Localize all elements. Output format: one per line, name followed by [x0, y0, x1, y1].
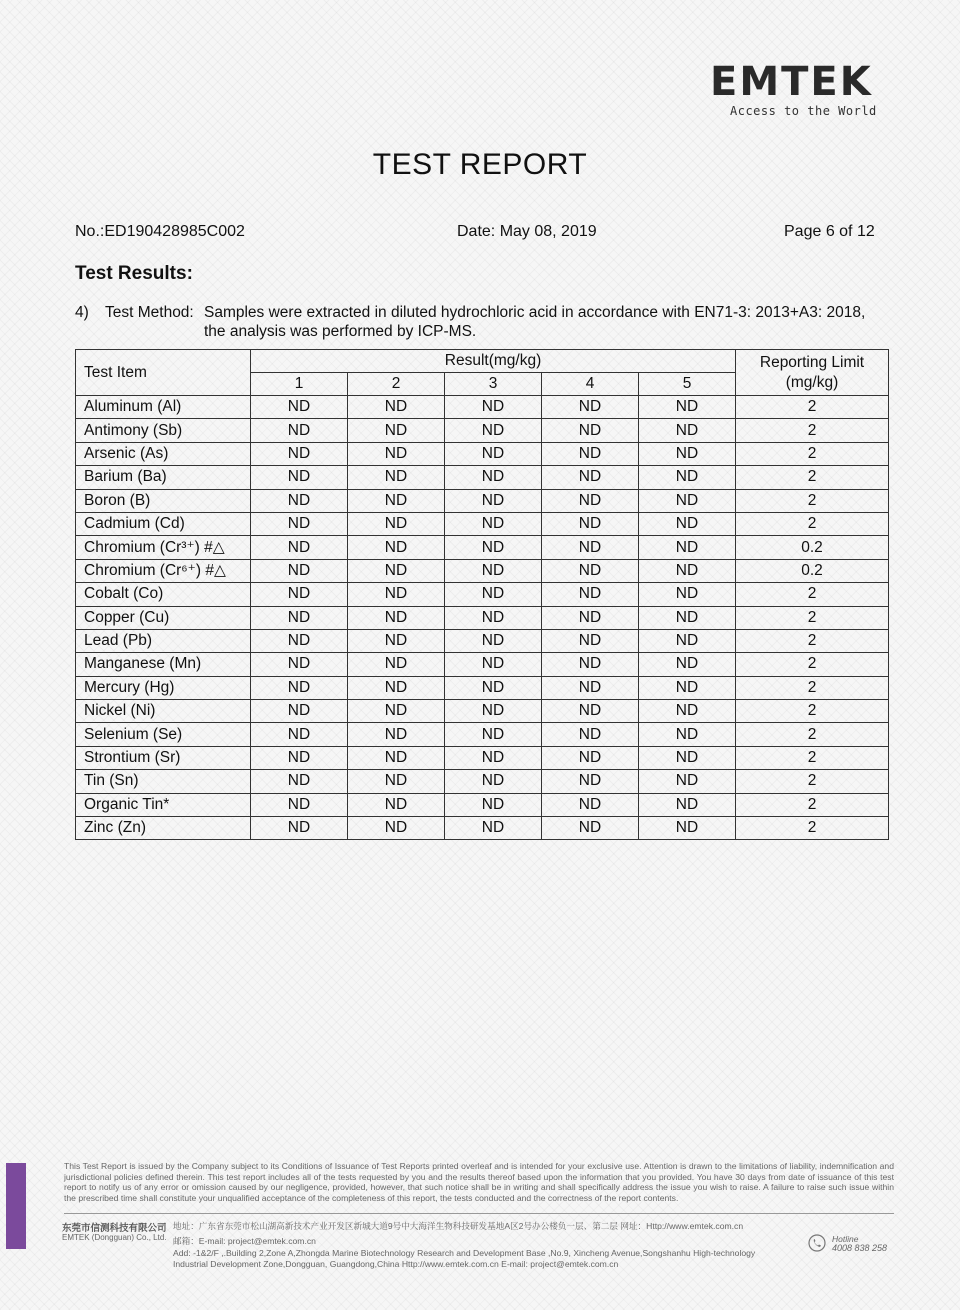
result-cell-sample-5: ND — [639, 793, 736, 816]
result-cell-sample-3: ND — [445, 583, 542, 606]
results-table — [75, 349, 889, 840]
table-row — [76, 793, 889, 816]
result-cell-sample-4: ND — [542, 723, 639, 746]
result-cell-sample-3: ND — [445, 559, 542, 582]
result-cell-sample-3: ND — [445, 817, 542, 840]
table-row — [76, 606, 889, 629]
result-cell-sample-1: ND — [251, 583, 348, 606]
result-cell-sample-3: ND — [445, 396, 542, 419]
report-number: No.:ED190428985C002 — [75, 223, 245, 240]
section-title: Test Results: — [75, 263, 193, 284]
email-cn: 邮箱：E-mail: project@emtek.com.cn — [173, 1236, 316, 1246]
result-cell-sample-5: ND — [639, 653, 736, 676]
result-cell-sample-1: ND — [251, 419, 348, 442]
test-item-cell: Chromium (Cr³⁺) #△ — [76, 536, 251, 559]
table-row — [76, 536, 889, 559]
result-cell-sample-3: ND — [445, 653, 542, 676]
table-row — [76, 653, 889, 676]
result-cell-sample-2: ND — [348, 442, 445, 465]
table-row — [76, 583, 889, 606]
test-item-cell: Aluminum (Al) — [76, 396, 251, 419]
result-cell-sample-4: ND — [542, 653, 639, 676]
result-cell-sample-5: ND — [639, 466, 736, 489]
result-cell-sample-1: ND — [251, 700, 348, 723]
result-cell-sample-1: ND — [251, 817, 348, 840]
result-cell-sample-1: ND — [251, 723, 348, 746]
test-item-cell: Copper (Cu) — [76, 606, 251, 629]
table-row — [76, 700, 889, 723]
address-cn: 地址：广东省东莞市松山湖高新技术产业开发区新城大道9号中大海洋生物科技研发基地A区2号办公楼负一层、第二层 网址：Http://www.emtek.com.cn — [173, 1221, 744, 1231]
result-cell-sample-1: ND — [251, 793, 348, 816]
reporting-limit-cell: 2 — [736, 512, 889, 535]
result-cell-sample-3: ND — [445, 676, 542, 699]
result-cell-sample-4: ND — [542, 746, 639, 769]
header-sample-1: 1 — [251, 373, 348, 396]
method-text-line-1: Samples were extracted in diluted hydrochloric acid in accordance with EN71-3: 2013+A3: 2018, — [204, 304, 866, 321]
method-label: Test Method: — [105, 304, 194, 321]
test-item-cell: Zinc (Zn) — [76, 817, 251, 840]
result-cell-sample-2: ND — [348, 396, 445, 419]
results-table-body — [76, 396, 889, 840]
result-cell-sample-3: ND — [445, 746, 542, 769]
result-cell-sample-4: ND — [542, 700, 639, 723]
result-cell-sample-2: ND — [348, 466, 445, 489]
test-item-cell: Cadmium (Cd) — [76, 512, 251, 535]
result-cell-sample-2: ND — [348, 653, 445, 676]
result-cell-sample-2: ND — [348, 676, 445, 699]
test-item-cell: Lead (Pb) — [76, 629, 251, 652]
result-cell-sample-5: ND — [639, 629, 736, 652]
reporting-limit-cell: 0.2 — [736, 559, 889, 582]
table-row — [76, 559, 889, 582]
table-row — [76, 489, 889, 512]
result-cell-sample-2: ND — [348, 700, 445, 723]
header-result: Result(mg/kg) — [251, 350, 736, 373]
result-cell-sample-4: ND — [542, 817, 639, 840]
reporting-limit-cell: 2 — [736, 396, 889, 419]
result-cell-sample-2: ND — [348, 512, 445, 535]
test-item-cell: Manganese (Mn) — [76, 653, 251, 676]
logo-wordmark: EMTEK — [710, 59, 873, 105]
result-cell-sample-5: ND — [639, 583, 736, 606]
result-cell-sample-4: ND — [542, 489, 639, 512]
reporting-limit-cell: 0.2 — [736, 536, 889, 559]
result-cell-sample-3: ND — [445, 606, 542, 629]
reporting-limit-cell: 2 — [736, 606, 889, 629]
logo-tagline: Access to the World — [730, 104, 877, 118]
report-date: Date: May 08, 2019 — [457, 223, 597, 240]
reporting-limit-cell: 2 — [736, 793, 889, 816]
result-cell-sample-1: ND — [251, 770, 348, 793]
table-row — [76, 419, 889, 442]
reporting-limit-cell: 2 — [736, 442, 889, 465]
result-cell-sample-5: ND — [639, 746, 736, 769]
result-cell-sample-5: ND — [639, 700, 736, 723]
footer-divider — [64, 1213, 894, 1214]
header-sample-5: 5 — [639, 373, 736, 396]
result-cell-sample-3: ND — [445, 700, 542, 723]
result-cell-sample-2: ND — [348, 583, 445, 606]
table-row — [76, 466, 889, 489]
reporting-limit-cell: 2 — [736, 489, 889, 512]
method-item-number: 4) — [75, 304, 89, 321]
result-cell-sample-4: ND — [542, 536, 639, 559]
result-cell-sample-5: ND — [639, 396, 736, 419]
result-cell-sample-4: ND — [542, 606, 639, 629]
result-cell-sample-3: ND — [445, 793, 542, 816]
result-cell-sample-4: ND — [542, 770, 639, 793]
header-test-item: Test Item — [76, 350, 251, 396]
result-cell-sample-2: ND — [348, 793, 445, 816]
reporting-limit-cell: 2 — [736, 419, 889, 442]
reporting-limit-cell: 2 — [736, 723, 889, 746]
result-cell-sample-2: ND — [348, 629, 445, 652]
reporting-limit-cell: 2 — [736, 466, 889, 489]
header-limit-line-2: (mg/kg) — [785, 373, 839, 391]
result-cell-sample-5: ND — [639, 770, 736, 793]
result-cell-sample-3: ND — [445, 512, 542, 535]
hotline-number: 4008 838 258 — [832, 1243, 888, 1253]
table-row — [76, 442, 889, 465]
table-row — [76, 676, 889, 699]
company-name-en: EMTEK (Dongguan) Co., Ltd. — [62, 1233, 167, 1242]
result-cell-sample-1: ND — [251, 676, 348, 699]
result-cell-sample-1: ND — [251, 466, 348, 489]
table-row — [76, 817, 889, 840]
result-cell-sample-1: ND — [251, 396, 348, 419]
header-sample-2: 2 — [348, 373, 445, 396]
result-cell-sample-3: ND — [445, 466, 542, 489]
result-cell-sample-3: ND — [445, 419, 542, 442]
table-row — [76, 723, 889, 746]
result-cell-sample-4: ND — [542, 419, 639, 442]
result-cell-sample-4: ND — [542, 512, 639, 535]
result-cell-sample-2: ND — [348, 536, 445, 559]
result-cell-sample-3: ND — [445, 536, 542, 559]
reporting-limit-cell: 2 — [736, 746, 889, 769]
result-cell-sample-4: ND — [542, 442, 639, 465]
reporting-limit-cell: 2 — [736, 700, 889, 723]
result-cell-sample-5: ND — [639, 442, 736, 465]
result-cell-sample-5: ND — [639, 489, 736, 512]
result-cell-sample-5: ND — [639, 419, 736, 442]
result-cell-sample-2: ND — [348, 723, 445, 746]
result-cell-sample-5: ND — [639, 536, 736, 559]
footer-accent-bar — [6, 1163, 26, 1249]
result-cell-sample-1: ND — [251, 746, 348, 769]
address-en-line-2: Industrial Development Zone,Dongguan, Guangdong,China Http://www.emtek.com.cn E-mail: project@emtek.com.cn — [173, 1259, 619, 1269]
result-cell-sample-3: ND — [445, 442, 542, 465]
result-cell-sample-2: ND — [348, 606, 445, 629]
result-cell-sample-5: ND — [639, 559, 736, 582]
test-item-cell: Mercury (Hg) — [76, 676, 251, 699]
company-name-cn: 东莞市信测科技有限公司 — [62, 1223, 167, 1234]
result-cell-sample-4: ND — [542, 793, 639, 816]
header-sample-3: 3 — [445, 373, 542, 396]
result-cell-sample-5: ND — [639, 676, 736, 699]
table-row — [76, 746, 889, 769]
emtek-logo — [710, 59, 890, 118]
test-item-cell: Selenium (Se) — [76, 723, 251, 746]
method-text-line-2: the analysis was performed by ICP-MS. — [204, 323, 477, 340]
test-item-cell: Antimony (Sb) — [76, 419, 251, 442]
test-item-cell: Tin (Sn) — [76, 770, 251, 793]
result-cell-sample-3: ND — [445, 770, 542, 793]
result-cell-sample-1: ND — [251, 536, 348, 559]
hotline-label: Hotline — [832, 1234, 859, 1244]
result-cell-sample-1: ND — [251, 559, 348, 582]
test-item-cell: Boron (B) — [76, 489, 251, 512]
address-en-line-1: Add: -1&2/F ,.Building 2,Zone A,Zhongda Marine Biotechnology Research and Development Base ,No.9, Xincheng Avenue,Songshanhu High-technology — [173, 1248, 756, 1258]
reporting-limit-cell: 2 — [736, 817, 889, 840]
header-limit-line-1: Reporting Limit — [759, 353, 865, 371]
result-cell-sample-5: ND — [639, 512, 736, 535]
page-title: TEST REPORT — [372, 148, 588, 181]
result-cell-sample-1: ND — [251, 512, 348, 535]
reporting-limit-cell: 2 — [736, 676, 889, 699]
result-cell-sample-5: ND — [639, 606, 736, 629]
result-cell-sample-4: ND — [542, 629, 639, 652]
test-item-cell: Strontium (Sr) — [76, 746, 251, 769]
result-cell-sample-1: ND — [251, 629, 348, 652]
table-row — [76, 396, 889, 419]
result-cell-sample-1: ND — [251, 653, 348, 676]
test-item-cell: Arsenic (As) — [76, 442, 251, 465]
result-cell-sample-5: ND — [639, 817, 736, 840]
result-cell-sample-4: ND — [542, 396, 639, 419]
reporting-limit-cell: 2 — [736, 583, 889, 606]
page-number: Page 6 of 12 — [784, 223, 875, 240]
result-cell-sample-2: ND — [348, 419, 445, 442]
table-row — [76, 629, 889, 652]
result-cell-sample-3: ND — [445, 489, 542, 512]
result-cell-sample-1: ND — [251, 442, 348, 465]
test-item-cell: Nickel (Ni) — [76, 700, 251, 723]
footer-disclaimer: This Test Report is issued by the Company subject to its Conditions of Issuance of Test Reports printed overleaf and is intended for your exclusive use. Attention is drawn to the limitations of liability, indemnification and jurisdictional policies defined therein. This test report includes all of the tests requested by you and the results thereof based upon the information that you provided. You have 30 days from date of issuance of this test report to notify us of any error or omission caused by our negligence, provided, however, that such notice shall be in writing and shall specifically address the issue you wish to raise. A failure to raise such issue within the prescribed time shall constitute your unqualified acceptance of the completeness of this report, the tests conducted and the correctness of the report contents. — [64, 1161, 894, 1203]
result-cell-sample-4: ND — [542, 466, 639, 489]
result-cell-sample-5: ND — [639, 723, 736, 746]
result-cell-sample-1: ND — [251, 606, 348, 629]
result-cell-sample-2: ND — [348, 770, 445, 793]
table-row — [76, 770, 889, 793]
header-reporting-limit — [736, 350, 889, 396]
result-cell-sample-4: ND — [542, 583, 639, 606]
table-row — [76, 512, 889, 535]
phone-icon — [808, 1234, 826, 1252]
test-item-cell: Barium (Ba) — [76, 466, 251, 489]
result-cell-sample-2: ND — [348, 817, 445, 840]
reporting-limit-cell: 2 — [736, 770, 889, 793]
reporting-limit-cell: 2 — [736, 629, 889, 652]
result-cell-sample-2: ND — [348, 489, 445, 512]
test-item-cell: Cobalt (Co) — [76, 583, 251, 606]
test-item-cell: Chromium (Cr⁶⁺) #△ — [76, 559, 251, 582]
result-cell-sample-2: ND — [348, 559, 445, 582]
test-item-cell: Organic Tin* — [76, 793, 251, 816]
result-cell-sample-4: ND — [542, 559, 639, 582]
reporting-limit-cell: 2 — [736, 653, 889, 676]
result-cell-sample-4: ND — [542, 676, 639, 699]
result-cell-sample-2: ND — [348, 746, 445, 769]
result-cell-sample-3: ND — [445, 723, 542, 746]
result-cell-sample-3: ND — [445, 629, 542, 652]
result-cell-sample-1: ND — [251, 489, 348, 512]
header-sample-4: 4 — [542, 373, 639, 396]
